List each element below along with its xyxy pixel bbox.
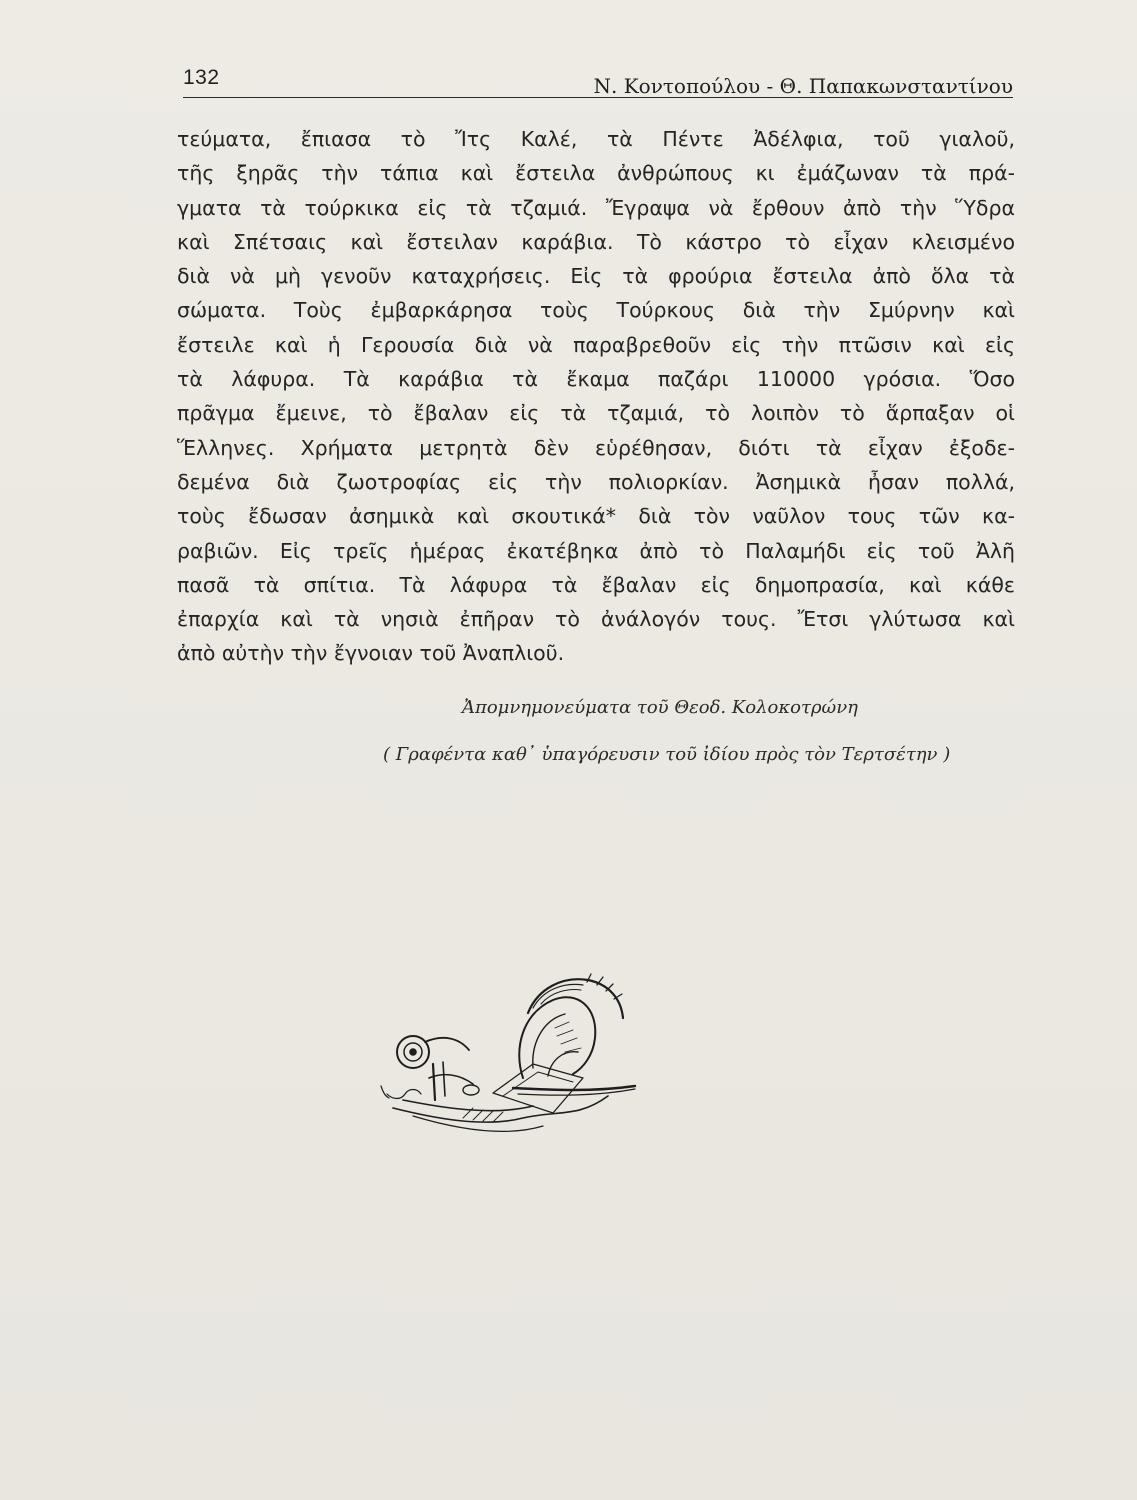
text-line: τοὺς ἔδωσαν ἀσημικὰ καὶ σκουτικά* διὰ τὸν ναῦλον τους τῶν κα- [177, 504, 1015, 529]
running-title: Ν. Κοντοπούλου - Θ. Παπακωνσταντίνου [593, 74, 1013, 98]
text-line: γματα τὰ τούρκικα εἰς τὰ τζαμιά. Ἔγραψα νὰ ἔρθουν ἀπὸ τὴν Ὕδρα [177, 195, 1015, 220]
text-line: τὰ λάφυρα. Τὰ καράβια τὰ ἔκαμα παζάρι 110000 γρόσια. Ὅσο [177, 367, 1015, 392]
page-number: 132 [183, 66, 220, 89]
body-text [177, 122, 1015, 671]
text-line: διὰ νὰ μὴ γενοῦν καταχρήσεις. Εἰς τὰ φρούρια ἔστειλα ἀπὸ ὅλα τὰ [177, 264, 1015, 289]
text-line: ραβιῶν. Εἰς τρεῖς ἡμέρας ἐκατέβηκα ἀπὸ τὸ Παλαμήδι εἰς τοῦ Ἀλῆ [177, 538, 1015, 563]
helmet-sword-ornament-icon [373, 968, 653, 1148]
text-line: τεύματα, ἔπιασα τὸ Ἴτς Καλέ, τὰ Πέντε Ἀδέλφια, τοῦ γιαλοῦ, [177, 127, 1015, 151]
text-line: ἔστειλε καὶ ἡ Γερουσία διὰ νὰ παραβρεθοῦν εἰς τὴν πτῶσιν καὶ εἰς [177, 332, 1015, 357]
text-line: δεμένα διὰ ζωοτροφίας εἰς τὴν πολιορκίαν. Ἀσημικὰ ἦσαν πολλά, [177, 469, 1015, 494]
citation-source: Ἀπομνημονεύματα τοῦ Θεοδ. Κολοκοτρώνη [462, 697, 858, 718]
text-line: Ἕλληνες. Χρήματα μετρητὰ δὲν εὑρέθησαν, διότι τὰ εἶχαν ἐξοδε- [177, 435, 1015, 460]
text-line: καὶ Σπέτσαις καὶ ἔστειλαν καράβια. Τὸ κάστρο τὸ εἶχαν κλεισμένο [177, 229, 1015, 254]
page-header [183, 66, 1013, 102]
text-line: ἐπαρχία καὶ τὰ νησιὰ ἐπῆραν τὸ ἀνάλογόν τους. Ἔτσι γλύτωσα καὶ [177, 607, 1015, 632]
text-line: ἀπὸ αὐτὴν τὴν ἔγνοιαν τοῦ Ἀναπλιοῦ. [177, 641, 565, 666]
text-line: πασᾶ τὰ σπίτια. Τὰ λάφυρα τὰ ἔβαλαν εἰς δημοπρασία, καὶ κάθε [177, 572, 1015, 597]
citation-note: ( Γραφέντα καθ᾿ ὑπαγόρευσιν τοῦ ἰδίου πρὸς τὸν Τερτσέτην ) [383, 744, 951, 765]
text-line: πρᾶγμα ἔμεινε, τὸ ἔβαλαν εἰς τὰ τζαμιά, τὸ λοιπὸν τὸ ἅρπαξαν οἱ [177, 401, 1015, 426]
text-line: τῆς ξηρᾶς τὴν τάπια καὶ ἔστειλα ἀνθρώπους κι ἐμάζωναν τὰ πρά- [177, 161, 1015, 186]
header-rule [183, 97, 1013, 98]
text-line: σώματα. Τοὺς ἐμβαρκάρησα τοὺς Τούρκους διὰ τὴν Σμύρνην καὶ [177, 298, 1015, 323]
